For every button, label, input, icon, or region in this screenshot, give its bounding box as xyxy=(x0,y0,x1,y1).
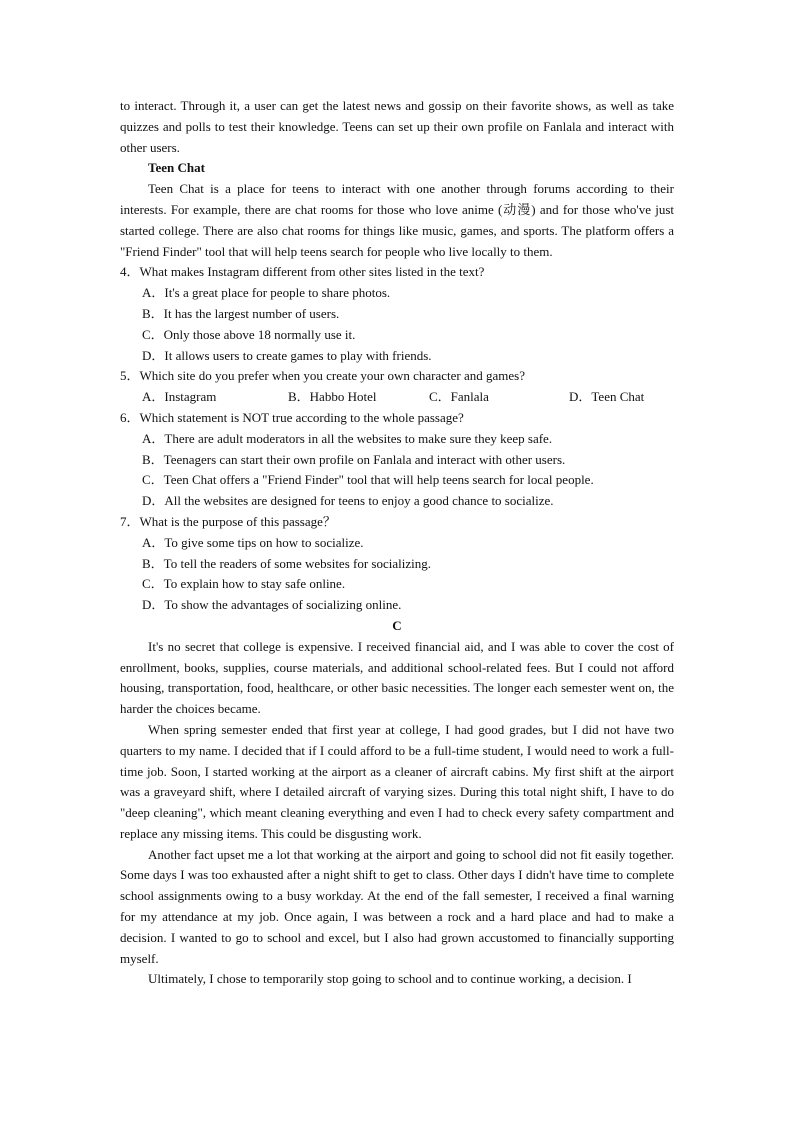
passage-c-paragraph-3: Another fact upset me a lot that working at the airport and going to school did not fit easily together. Some days I was too exhausted after a night shift to get to class. Other days I didn't have time to complete school assignments owing to a busy workday. At the end of the fall semester, I received a final warning for my attendance at my job. Once again, I was between a rock and a hard place and had to make a decision. I wanted to go to school and excel, but I also had grown accustomed to financially supporting myself. xyxy=(120,846,674,966)
passage-c-paragraph-1: It's no secret that college is expensive. I received financial aid, and I was able to cover the cost of enrollment, books, supplies, course materials, and additional school-related fees. But I could not afford housing, transportation, food, healthcare, or other basic necessities. The longer each semester went on, the harder the choices became. xyxy=(120,638,674,717)
option-b: B．It has the largest number of users. xyxy=(142,305,340,321)
question-stem: 7．What is the purpose of this passage？ xyxy=(120,513,336,529)
document-page xyxy=(120,96,674,990)
option-b: B．Teenagers can start their own profile on Fanlala and interact with other users. xyxy=(142,451,566,467)
question-7 xyxy=(120,512,674,616)
passage-c-paragraph-2: When spring semester ended that first year at college, I had good grades, but I did not have two quarters to my name. I decided that if I could afford to be a full-time student, I would need to work a full-time job. Soon, I started working at the airport as a cleaner of aircraft cabins. My first shift at the airport was a graveyard shift, where I detailed aircraft of varying sizes. During this total night shift, I have to do "deep cleaning", which meant cleaning everything and even I had to check every safety compartment and replace any missing items. This could be disgusting work. xyxy=(120,721,674,841)
option-a: A．Instagram xyxy=(142,389,217,405)
option-a: A．There are adult moderators in all the websites to make sure they keep safe. xyxy=(142,430,553,446)
option-d: D．To show the advantages of socializing online. xyxy=(142,597,402,613)
option-c: C．Fanlala xyxy=(429,389,489,405)
option-a: A．To give some tips on how to socialize. xyxy=(142,534,364,550)
teen-chat-paragraph: Teen Chat is a place for teens to interact with one another through forums according to their interests. For example, there are chat rooms for those who love anime (动漫) and for those who've just started college. There are also chat rooms for things like music, games, and sports. The platform offers a "Friend Finder" tool that will help teens search for people who live locally to them. xyxy=(120,181,674,259)
passage-c-paragraph-4: Ultimately, I chose to temporarily stop going to school and to continue working, a decision. I xyxy=(148,971,632,987)
question-stem: 4．What makes Instagram different from other sites listed in the text? xyxy=(120,264,485,280)
option-a: A．It's a great place for people to share photos. xyxy=(142,285,391,301)
question-stem: 5．Which site do you prefer when you create your own character and games? xyxy=(120,368,525,384)
fanlala-paragraph-tail: to interact. Through it, a user can get the latest news and gossip on their favorite shows, as well as take quizzes and polls to test their knowledge. Teens can set up their own profile on Fanlala and interact with other users. xyxy=(120,98,674,155)
teen-chat-heading: Teen Chat xyxy=(148,160,205,176)
option-d: D．It allows users to create games to play with friends. xyxy=(142,347,432,363)
options-row xyxy=(120,387,674,408)
option-d: D．All the websites are designed for teens to enjoy a good chance to socialize. xyxy=(142,493,554,509)
option-b: B．Habbo Hotel xyxy=(288,389,377,405)
question-6 xyxy=(120,408,674,512)
passage-c-heading: C xyxy=(392,617,402,633)
option-c: C．Teen Chat offers a "Friend Finder" tool that will help teens search for local people. xyxy=(142,472,594,488)
option-c: C．Only those above 18 normally use it. xyxy=(142,326,356,342)
option-b: B．To tell the readers of some websites for socializing. xyxy=(142,555,431,571)
question-4 xyxy=(120,262,674,366)
question-stem: 6．Which statement is NOT true according to the whole passage? xyxy=(120,409,464,425)
option-d: D．Teen Chat xyxy=(569,389,645,405)
question-5 xyxy=(120,366,674,408)
option-c: C．To explain how to stay safe online. xyxy=(142,576,346,592)
